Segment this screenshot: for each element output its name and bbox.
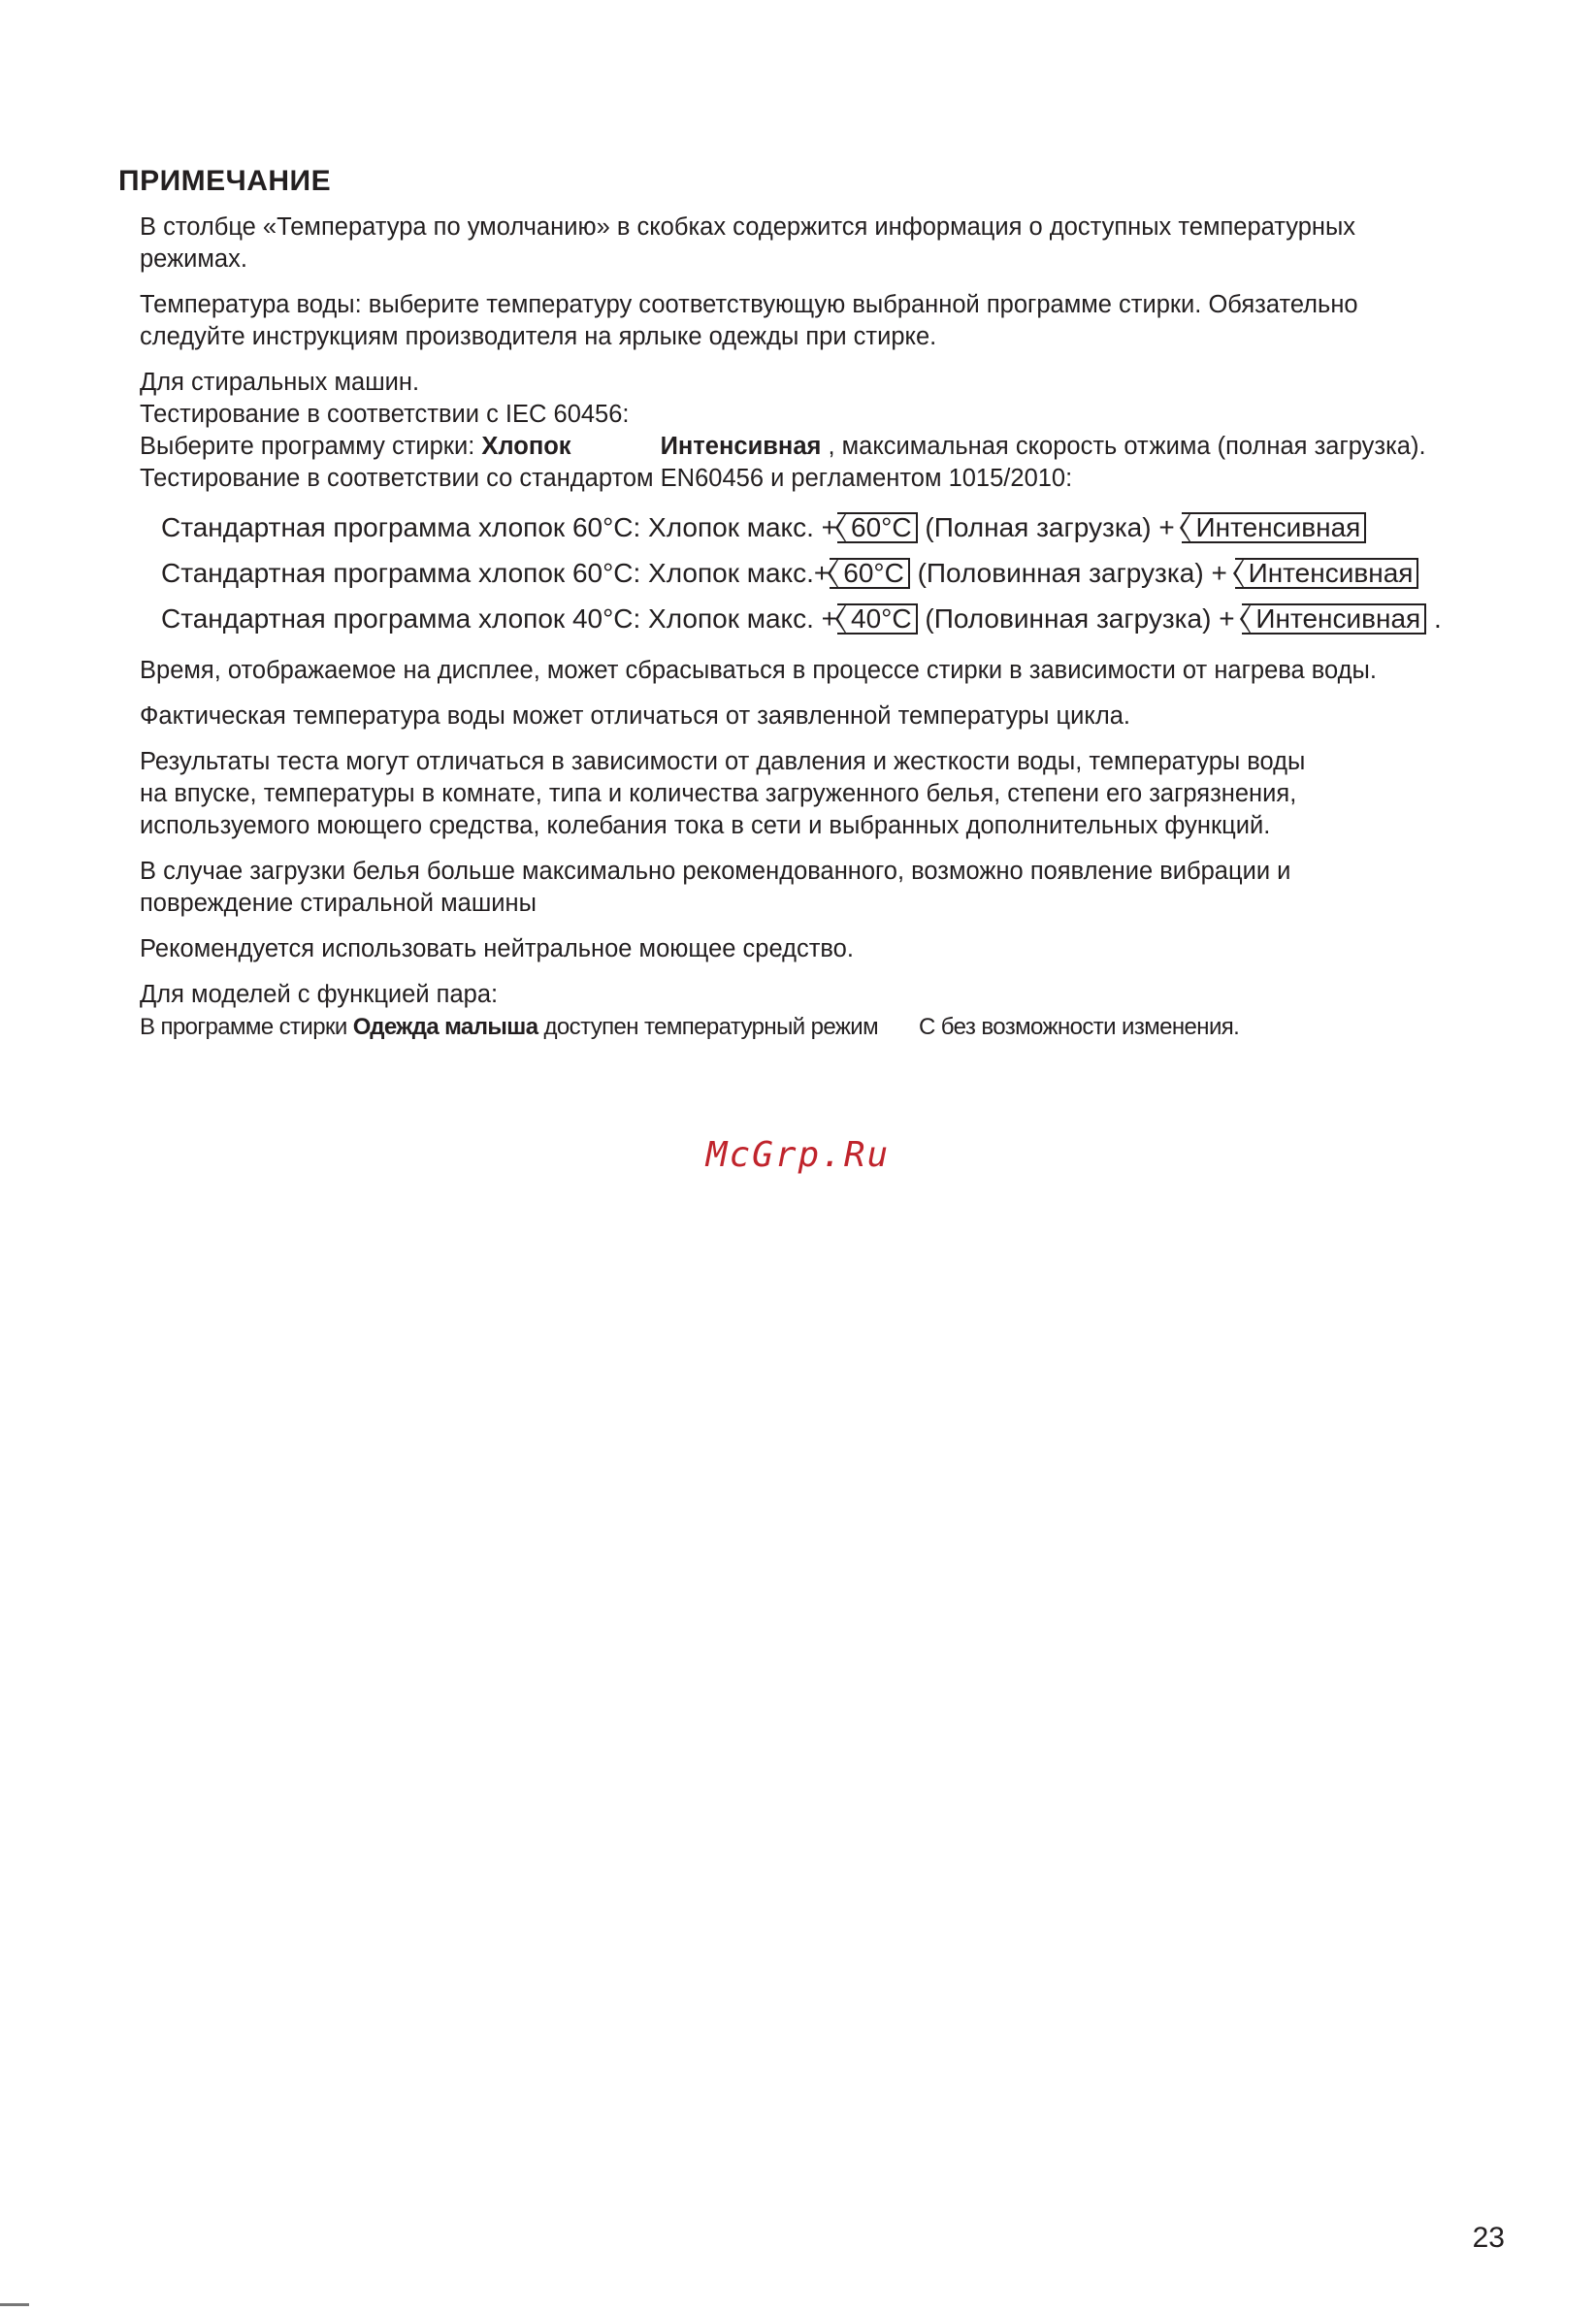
intensive-tag: Интенсивная (1235, 558, 1419, 589)
paragraph-line: на впуске, температуры в комнате, типа и количества загруженного белья, степени его загрязнения, (140, 780, 1297, 807)
page-number: 23 (1472, 2222, 1505, 2254)
program-prefix: Стандартная программа хлопок 60°C: Хлопок макс. + (161, 512, 838, 542)
scan-edge-mark (0, 2303, 29, 2306)
load-text: (Половинная загрузка) + (917, 603, 1243, 634)
intensive-tag: Интенсивная (1242, 603, 1426, 635)
paragraph-line: следуйте инструкциям производителя на ярлыке одежды при стирке. (140, 323, 937, 350)
temperature-tag: 60°C (830, 558, 910, 589)
selection-suffix: , максимальная скорость отжима (полная загрузка). (821, 433, 1426, 460)
baby-prefix: В программе стирки (140, 1014, 353, 1040)
temperature-tag: 60°C (837, 512, 918, 543)
baby-end: С без возможности изменения. (919, 1014, 1240, 1040)
line-end: . (1426, 603, 1442, 634)
section-heading: ПРИМЕЧАНИЕ (118, 165, 332, 197)
selection-prefix: Выберите программу стирки: (140, 433, 482, 460)
paragraph-line: используемого моющего средства, колебания тока в сети и выбранных дополнительных функций. (140, 812, 1271, 839)
paragraph-line: повреждение стиральной машины (140, 890, 537, 917)
paragraph-actual-temperature: Фактическая температура воды может отличаться от заявленной температуры цикла. (140, 702, 1130, 730)
program-selection-line (140, 431, 1585, 463)
paragraph-line: В столбце «Температура по умолчанию» в скобках содержится информация о доступных температурных (140, 213, 1356, 241)
paragraph-overload-warning (140, 856, 1585, 920)
load-text: (Половинная загрузка) + (909, 558, 1235, 588)
load-text: (Полная загрузка) + (917, 512, 1183, 542)
paragraph-line: режимах. (140, 245, 247, 273)
paragraph-test-results (140, 746, 1585, 842)
paragraph-line: Результаты теста могут отличаться в зависимости от давления и жесткости воды, температуры воды (140, 748, 1306, 775)
standard-program-line (161, 550, 1585, 596)
temperature-tag: 40°C (837, 603, 918, 635)
standard-program-line (161, 596, 1585, 641)
paragraph-detergent: Рекомендуется использовать нейтральное моющее средство. (140, 935, 854, 962)
paragraph-steam-models (140, 979, 1585, 1043)
program-option-intensive: Интенсивная (660, 433, 822, 460)
paragraph-line: В случае загрузки белья больше максимально рекомендованного, возможно появление вибрации и (140, 858, 1291, 885)
intensive-tag: Интенсивная (1182, 512, 1366, 543)
paragraph-line: Для стиральных машин. (140, 369, 420, 396)
program-name-cotton: Хлопок (481, 433, 571, 460)
paragraph-line: Тестирование в соответствии со стандартом EN60456 и регламентом 1015/2010: (140, 465, 1073, 492)
program-prefix: Стандартная программа хлопок 60°C: Хлопок макс.+ (161, 558, 831, 588)
standard-program-line (161, 505, 1585, 550)
paragraph-line: Для моделей с функцией пара: (140, 981, 499, 1008)
note-body (140, 212, 1585, 1057)
paragraph-line: Температура воды: выберите температуру соответствующую выбранной программе стирки. Обязательно (140, 291, 1358, 318)
paragraph-line: Тестирование в соответствии с IEC 60456: (140, 401, 630, 428)
program-prefix: Стандартная программа хлопок 40°C: Хлопок макс. + (161, 603, 838, 634)
paragraph-testing (140, 367, 1585, 495)
program-name-baby-clothes: Одежда малыша (352, 1014, 538, 1040)
paragraph-temperature-column (140, 212, 1585, 276)
paragraph-display-time: Время, отображаемое на дисплее, может сбрасываться в процессе стирки в зависимости от нагрева воды. (140, 657, 1377, 684)
standard-programs-list (161, 505, 1585, 641)
watermark-logo: McGrp.Ru (705, 1135, 891, 1175)
paragraph-water-temperature (140, 289, 1585, 353)
baby-program-line (140, 1011, 1585, 1043)
baby-mid: доступен температурный режим (537, 1014, 878, 1040)
